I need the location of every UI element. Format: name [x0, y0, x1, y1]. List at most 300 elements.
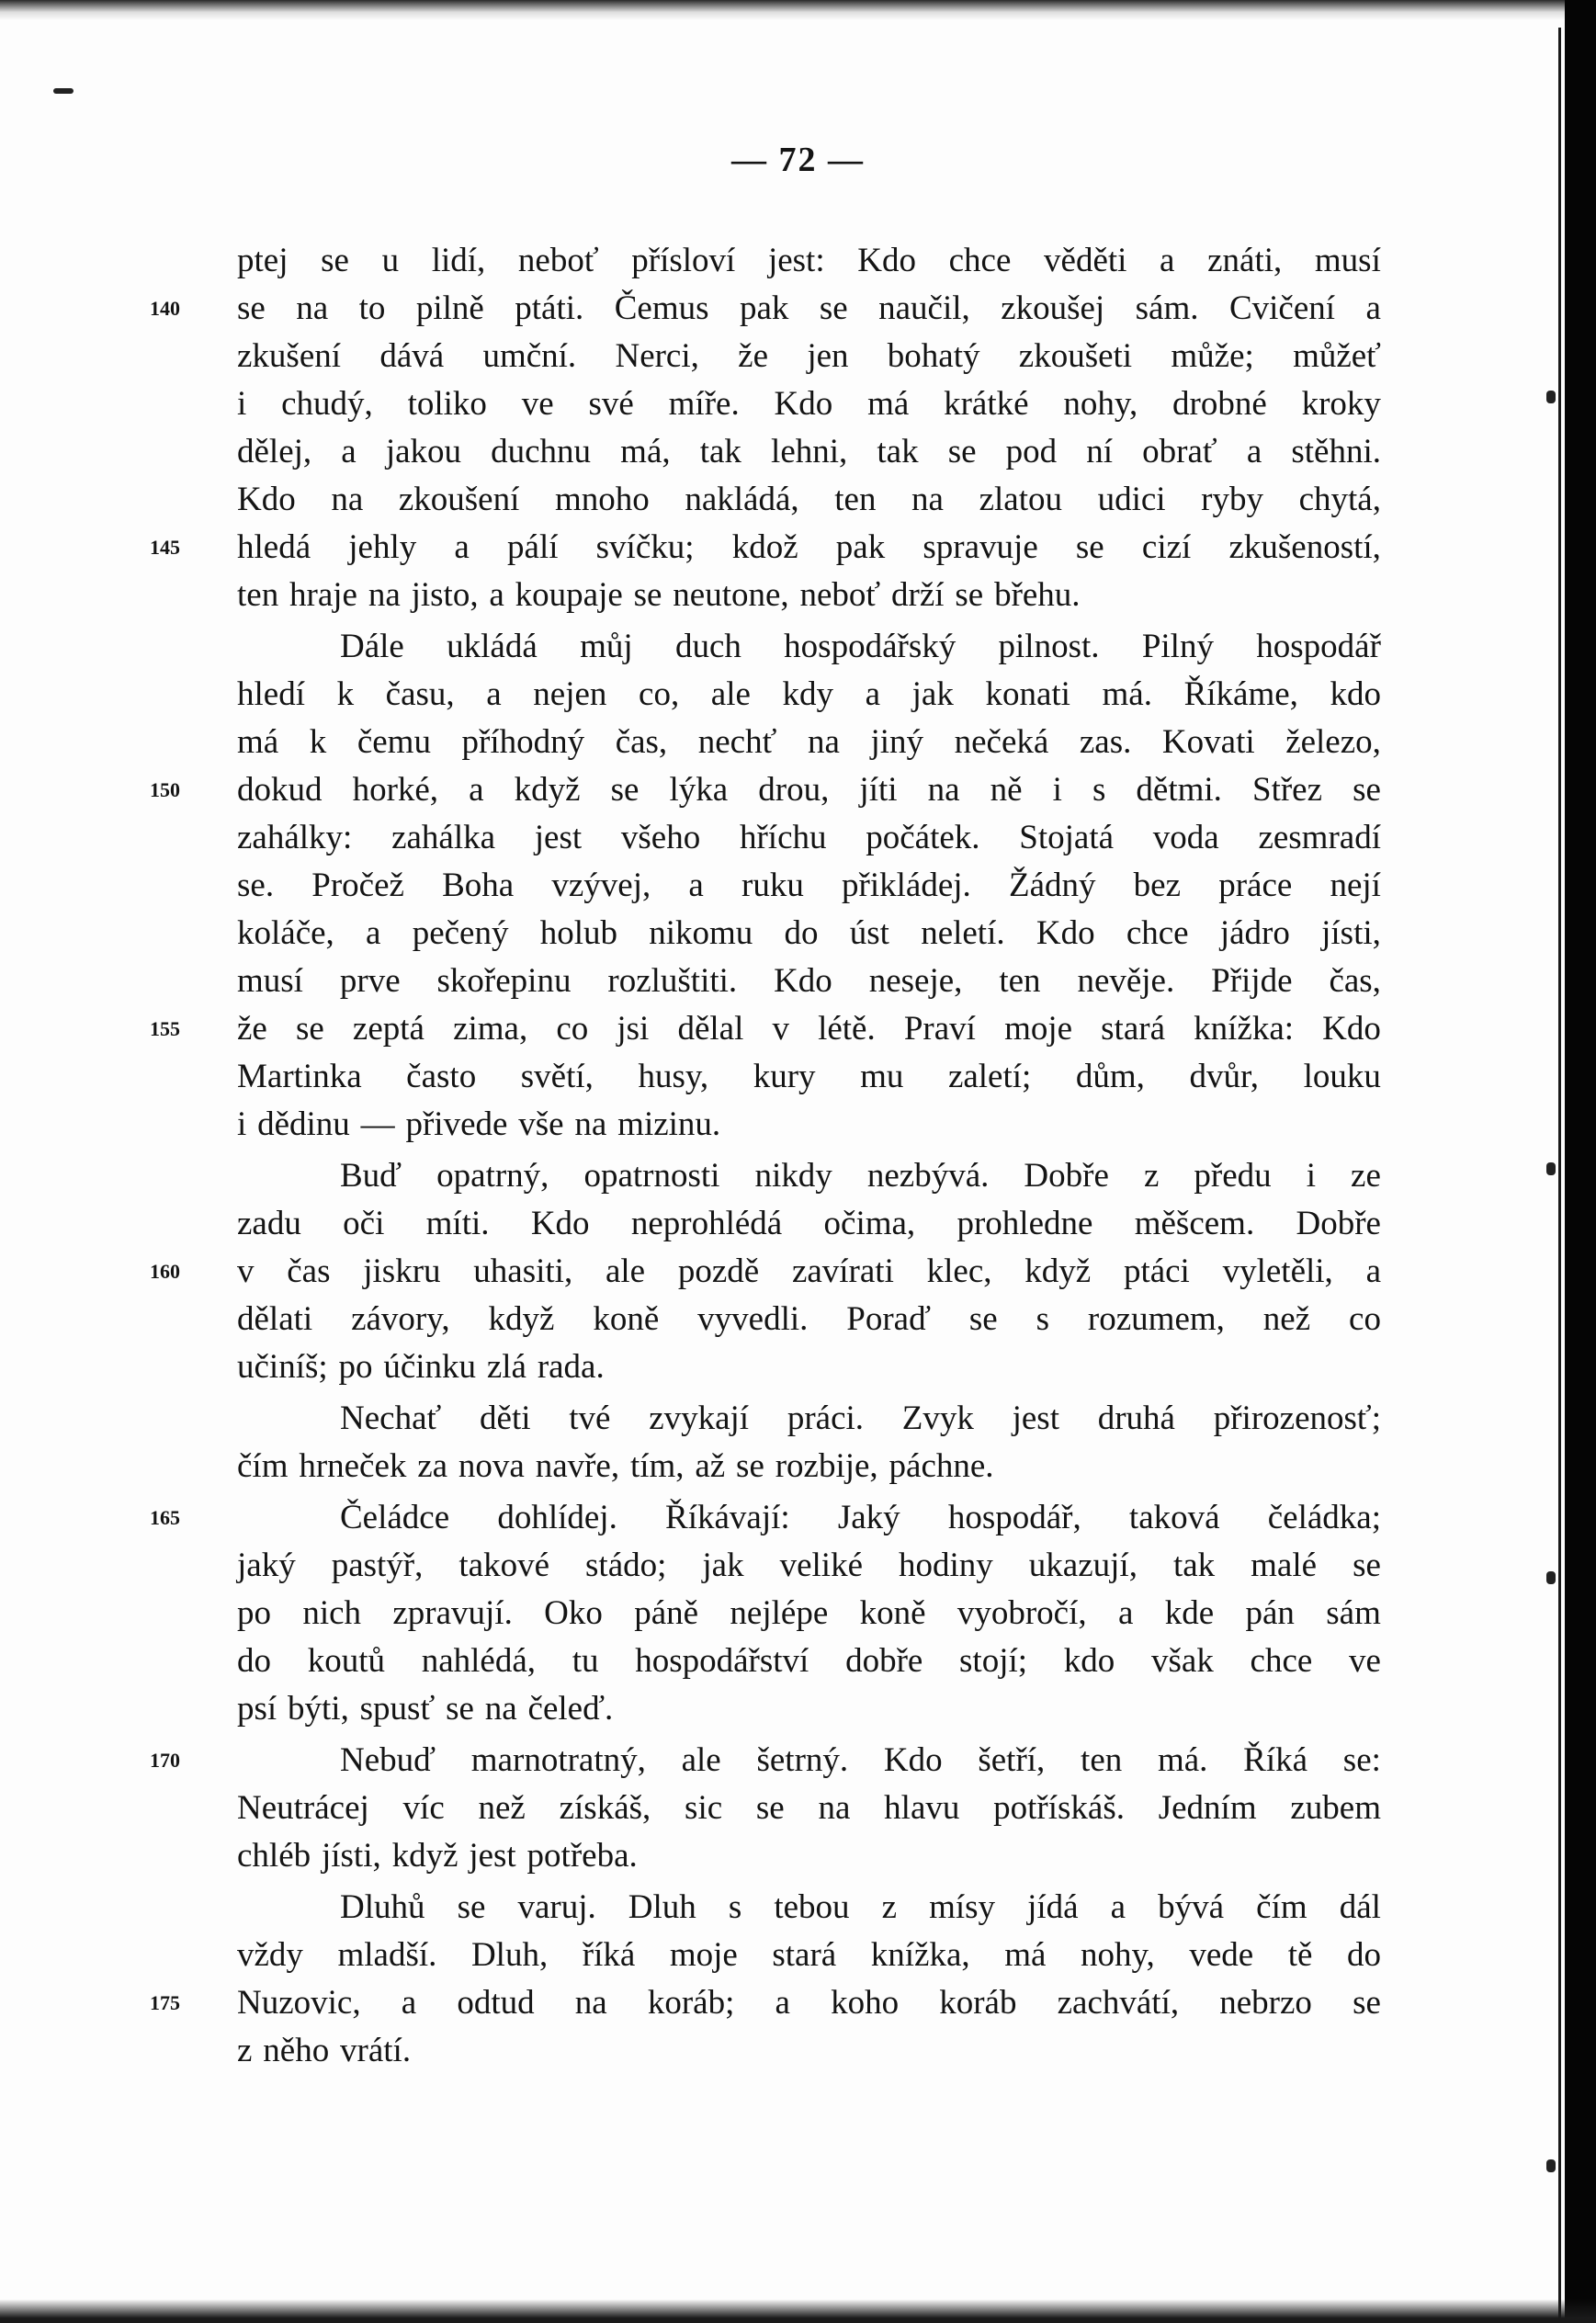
- word: tě: [1287, 1936, 1313, 1974]
- word: nevěje.: [1077, 962, 1175, 1000]
- word: často: [406, 1058, 477, 1095]
- word: na: [296, 289, 329, 327]
- text-line: [150, 1248, 1381, 1296]
- word: koráb;: [647, 1984, 735, 2022]
- word: Jaký: [837, 1499, 900, 1536]
- word: Dluhů: [340, 1888, 425, 1926]
- word: ale: [710, 675, 751, 713]
- word: stará: [772, 1936, 837, 1974]
- text-line: [237, 1932, 1381, 1979]
- word: koráb: [939, 1984, 1017, 2022]
- word: vyobročí,: [956, 1594, 1087, 1632]
- word: koupaje: [515, 576, 623, 614]
- right-rule-line: [1558, 28, 1561, 2323]
- word: pilně: [415, 289, 484, 327]
- scan-speck: [53, 88, 74, 94]
- text-line: [237, 333, 1381, 380]
- word: pečený: [412, 914, 509, 952]
- word: se: [755, 1789, 785, 1827]
- word: ze: [1351, 1157, 1381, 1195]
- word: jiskru: [363, 1252, 441, 1290]
- word: do: [237, 1642, 271, 1680]
- word: holub: [539, 914, 617, 952]
- word: úst: [849, 914, 889, 952]
- text-line: [237, 1443, 1381, 1490]
- word: pastýř,: [331, 1547, 424, 1584]
- word: jest: [469, 1837, 516, 1875]
- word: kury: [753, 1058, 816, 1095]
- word: má,: [620, 433, 671, 470]
- word: než: [478, 1789, 526, 1827]
- word: jísti,: [321, 1837, 381, 1875]
- word: zubem: [1290, 1789, 1381, 1827]
- word: k: [309, 723, 327, 761]
- word: vyvedli.: [697, 1300, 809, 1338]
- word: tím,: [629, 1447, 685, 1485]
- word: má: [1004, 1936, 1047, 1974]
- word: neboť: [799, 576, 881, 614]
- word: Stojatá: [1019, 819, 1115, 856]
- word: jen: [807, 337, 849, 375]
- word: pozdě: [677, 1252, 760, 1290]
- word: prve: [339, 962, 401, 1000]
- word: jádro: [1219, 914, 1290, 952]
- word: psí: [237, 1690, 277, 1728]
- line-number: 150: [150, 778, 180, 801]
- word: Nechať: [340, 1399, 442, 1437]
- word: nezbývá.: [866, 1157, 990, 1195]
- word: ptej: [237, 242, 289, 279]
- word: navře,: [535, 1447, 620, 1485]
- text-line: [150, 1979, 1381, 2027]
- word: Buď: [340, 1157, 402, 1195]
- word: zavírati: [791, 1252, 894, 1290]
- word: toliko: [407, 385, 487, 423]
- word: Žádný: [1008, 867, 1096, 904]
- text-line: [237, 1637, 1381, 1685]
- word: nova: [458, 1447, 525, 1485]
- word: obrať: [1142, 433, 1217, 470]
- word: ten: [237, 576, 279, 614]
- word: k: [336, 675, 355, 713]
- word: létě.: [818, 1010, 876, 1048]
- line-number: 170: [150, 1749, 180, 1772]
- word: Kdo: [774, 385, 833, 423]
- text-line: [237, 814, 1381, 862]
- word: Kdo: [530, 1205, 590, 1242]
- word: lidí,: [431, 242, 486, 279]
- text-line: [237, 1785, 1381, 1832]
- word: chytá,: [1298, 481, 1381, 518]
- word: přísloví: [631, 242, 736, 279]
- word: co,: [639, 675, 680, 713]
- word: se: [446, 1690, 474, 1728]
- text-line: [150, 766, 1381, 814]
- word: šetří,: [978, 1741, 1046, 1779]
- word: ní: [1086, 433, 1114, 470]
- word: a: [486, 675, 502, 713]
- word: naučil,: [878, 289, 970, 327]
- word: se: [1353, 1984, 1381, 2022]
- word: na: [818, 1789, 851, 1827]
- word: a: [1365, 1252, 1381, 1290]
- word: bývá: [1158, 1888, 1225, 1926]
- word: ukládá: [447, 628, 538, 665]
- word: knížka,: [870, 1936, 970, 1974]
- word: prohledne: [956, 1205, 1093, 1242]
- word: práce: [1218, 867, 1293, 904]
- word: taková: [1128, 1499, 1220, 1536]
- word: po: [237, 1594, 271, 1632]
- word: tvé: [569, 1399, 611, 1437]
- word: páchne.: [889, 1447, 994, 1485]
- word: Martinka: [237, 1058, 362, 1095]
- word: můj: [580, 628, 633, 665]
- word: ten: [999, 962, 1041, 1000]
- word: nečeká: [954, 723, 1049, 761]
- word: Nerci,: [615, 337, 699, 375]
- word: Boha: [442, 867, 515, 904]
- word: Čeládce: [340, 1499, 450, 1536]
- word: rozumem,: [1087, 1300, 1225, 1338]
- word: svíčku;: [595, 528, 695, 566]
- word: husy,: [638, 1058, 709, 1095]
- word: na: [368, 576, 401, 614]
- word: takové: [458, 1547, 550, 1584]
- word: hospodář: [1256, 628, 1381, 665]
- word: musí: [1314, 242, 1381, 279]
- word: zachvátí,: [1057, 1984, 1180, 2022]
- text-line: [237, 1590, 1381, 1637]
- word: ve: [521, 385, 554, 423]
- word: než: [1262, 1300, 1311, 1338]
- word: hraje: [289, 576, 357, 614]
- word: zvykají: [649, 1399, 750, 1437]
- word: —: [360, 1105, 395, 1143]
- word: čím: [237, 1447, 289, 1485]
- word: to: [358, 289, 386, 327]
- word: a: [1246, 433, 1262, 470]
- word: jisto,: [411, 576, 479, 614]
- word: zadu: [237, 1205, 301, 1242]
- text-line: [237, 380, 1381, 428]
- word: rozluštiti.: [607, 962, 738, 1000]
- word: louku: [1303, 1058, 1381, 1095]
- word: čím: [1256, 1888, 1307, 1926]
- word: spravuje: [923, 528, 1038, 566]
- word: tak: [699, 433, 741, 470]
- word: Kovati: [1161, 723, 1255, 761]
- text-line: [237, 572, 1381, 619]
- word: dál: [1339, 1888, 1381, 1926]
- word: hospodář,: [947, 1499, 1081, 1536]
- word: moje: [1004, 1010, 1073, 1048]
- word: Čemus: [614, 289, 709, 327]
- word: nakládá,: [685, 481, 799, 518]
- word: vzývej,: [551, 867, 651, 904]
- word: když: [514, 771, 581, 809]
- word: páně: [634, 1594, 699, 1632]
- word: může;: [1171, 337, 1254, 375]
- text-line: [150, 1005, 1381, 1053]
- word: jakou: [385, 433, 462, 470]
- word: na: [911, 481, 944, 518]
- word: se: [968, 1300, 998, 1338]
- word: koně: [859, 1594, 926, 1632]
- text-line: [237, 476, 1381, 524]
- word: mu: [860, 1058, 904, 1095]
- word: koutů: [307, 1642, 385, 1680]
- word: Zvyk: [901, 1399, 974, 1437]
- word: Kdo: [1322, 1010, 1381, 1048]
- word: pálí: [507, 528, 559, 566]
- body-text: [150, 237, 1381, 2075]
- word: pak: [835, 528, 886, 566]
- word: děti: [480, 1399, 531, 1437]
- word: chudý,: [281, 385, 373, 423]
- word: dvůr,: [1189, 1058, 1260, 1095]
- word: jest:: [767, 242, 825, 279]
- word: šetrný.: [756, 1741, 849, 1779]
- word: Dobře: [1296, 1205, 1381, 1242]
- word: příhodný: [461, 723, 585, 761]
- word: zeptá: [352, 1010, 424, 1048]
- word: když: [488, 1300, 555, 1338]
- word: s: [728, 1888, 742, 1926]
- word: chce: [1250, 1642, 1313, 1680]
- word: se: [1353, 1547, 1381, 1584]
- word: dělej,: [237, 433, 312, 470]
- word: má: [867, 385, 910, 423]
- word: vyletěli,: [1222, 1252, 1333, 1290]
- word: ptáci: [1123, 1252, 1190, 1290]
- word: vede: [1189, 1936, 1254, 1974]
- text-line: [237, 910, 1381, 958]
- word: něho: [263, 2032, 330, 2069]
- word: nejlépe: [730, 1594, 829, 1632]
- word: neboť: [517, 242, 599, 279]
- word: ptáti.: [515, 289, 584, 327]
- word: Říkáme,: [1183, 675, 1298, 713]
- word: měšcem.: [1134, 1205, 1255, 1242]
- word: Říká: [1243, 1741, 1308, 1779]
- text-line: [237, 428, 1381, 476]
- word: v: [772, 1010, 789, 1048]
- word: ruku: [741, 867, 804, 904]
- word: stojí;: [959, 1642, 1028, 1680]
- word: zahálka: [391, 819, 496, 856]
- word: u: [381, 242, 400, 279]
- word: čeládka;: [1267, 1499, 1381, 1536]
- word: býti,: [288, 1690, 349, 1728]
- word: přikládej.: [842, 867, 971, 904]
- word: neprohlédá: [630, 1205, 783, 1242]
- word: nejen: [533, 675, 607, 713]
- word: konati: [985, 675, 1070, 713]
- word: Kdo: [774, 962, 832, 1000]
- word: nohy,: [1080, 1936, 1155, 1974]
- word: pilnost.: [998, 628, 1100, 665]
- word: za: [417, 1447, 448, 1485]
- word: kde: [1164, 1594, 1215, 1632]
- word: čas,: [1329, 962, 1381, 1000]
- word: mnoho: [554, 481, 650, 518]
- word: a: [1365, 289, 1381, 327]
- text-line: [237, 671, 1381, 719]
- word: pán: [1245, 1594, 1295, 1632]
- top-scan-edge: [0, 0, 1596, 20]
- word: bohatý: [887, 337, 980, 375]
- scan-speck: [1546, 1162, 1556, 1175]
- word: míti.: [425, 1205, 490, 1242]
- word: dědinu: [257, 1105, 350, 1143]
- word: ten: [834, 481, 877, 518]
- word: když: [391, 1837, 458, 1875]
- word: se: [295, 1010, 324, 1048]
- word: nebrzo: [1219, 1984, 1312, 2022]
- word: do: [1347, 1936, 1381, 1974]
- word: mizinu.: [617, 1105, 721, 1143]
- word: Říkávají:: [665, 1499, 790, 1536]
- word: až: [695, 1447, 726, 1485]
- word: na: [574, 1105, 607, 1143]
- word: se: [1353, 771, 1381, 809]
- word: účinku: [383, 1348, 477, 1386]
- word: čeleď.: [527, 1690, 614, 1728]
- word: a: [366, 914, 381, 952]
- word: jaký: [237, 1547, 296, 1584]
- word: můžeť: [1293, 337, 1381, 375]
- word: zas.: [1079, 723, 1132, 761]
- word: hrneček: [299, 1447, 407, 1485]
- text-line: [237, 2027, 1381, 2075]
- word: kdo: [1330, 675, 1381, 713]
- word: Cvičení: [1228, 289, 1336, 327]
- line-number: 160: [150, 1260, 180, 1283]
- word: na: [574, 1984, 607, 2022]
- word: zahálky:: [237, 819, 353, 856]
- word: potřeba.: [526, 1837, 638, 1875]
- word: musí: [237, 962, 303, 1000]
- word: nohy,: [1063, 385, 1138, 423]
- word: hospodářství: [635, 1642, 809, 1680]
- word: nikomu: [649, 914, 753, 952]
- line-number: 155: [150, 1017, 180, 1040]
- word: i: [237, 1105, 247, 1143]
- text-line: [237, 1685, 1381, 1733]
- word: zesmradí: [1258, 819, 1381, 856]
- word: práci.: [787, 1399, 865, 1437]
- word: ryby: [1201, 481, 1263, 518]
- word: nahlédá,: [421, 1642, 537, 1680]
- paragraph-first-line: [237, 1884, 1381, 1932]
- line-number: 175: [150, 1991, 180, 2014]
- word: z: [1143, 1157, 1160, 1195]
- word: skořepinu: [436, 962, 572, 1000]
- word: na: [331, 481, 364, 518]
- word: znáti,: [1207, 242, 1283, 279]
- word: mísy: [929, 1888, 996, 1926]
- word: závory,: [351, 1300, 450, 1338]
- word: malé: [1251, 1547, 1318, 1584]
- word: Dluh: [628, 1888, 696, 1926]
- word: má.: [1102, 675, 1152, 713]
- word: s: [1092, 771, 1106, 809]
- text-line: [150, 524, 1381, 572]
- word: moje: [669, 1936, 738, 1974]
- word: zkušeností,: [1228, 528, 1381, 566]
- word: dělati: [237, 1300, 313, 1338]
- word: v: [237, 1252, 255, 1290]
- word: se: [1075, 528, 1104, 566]
- word: Neutrácej: [237, 1789, 369, 1827]
- word: že: [237, 1010, 267, 1048]
- word: se: [321, 242, 349, 279]
- word: Pilný: [1141, 628, 1214, 665]
- word: duchnu: [491, 433, 592, 470]
- word: ve: [1349, 1642, 1381, 1680]
- word: ně: [990, 771, 1023, 809]
- line-number: 140: [150, 297, 180, 320]
- word: udici: [1097, 481, 1166, 518]
- word: sám: [1326, 1594, 1381, 1632]
- word: Kdo: [1036, 914, 1095, 952]
- word: Přijde: [1211, 962, 1293, 1000]
- word: horké,: [352, 771, 439, 809]
- word: se: [237, 289, 266, 327]
- word: ale: [681, 1741, 721, 1779]
- word: po: [338, 1348, 373, 1386]
- text-line: [150, 285, 1381, 333]
- word: zkoušeti: [1018, 337, 1133, 375]
- word: Jedním: [1158, 1789, 1257, 1827]
- text-line: [237, 719, 1381, 766]
- word: tak: [1172, 1547, 1216, 1584]
- word: kdo: [1063, 1642, 1115, 1680]
- word: hříchu: [739, 819, 827, 856]
- word: vše: [518, 1105, 564, 1143]
- word: opatrný,: [436, 1157, 549, 1195]
- word: z: [237, 2032, 253, 2069]
- word: se: [955, 576, 984, 614]
- word: uhasiti,: [473, 1252, 573, 1290]
- word: hospodářský: [784, 628, 956, 665]
- word: se: [736, 1447, 764, 1485]
- word: a: [865, 675, 881, 713]
- word: čemu: [357, 723, 431, 761]
- right-scan-border: [1565, 0, 1596, 2323]
- word: se: [947, 433, 977, 470]
- word: Nuzovic,: [237, 1984, 361, 2022]
- bottom-scan-edge: [0, 2299, 1596, 2323]
- word: tu: [572, 1642, 599, 1680]
- word: neutone,: [673, 576, 789, 614]
- word: všeho: [620, 819, 701, 856]
- word: své: [588, 385, 634, 423]
- word: kroky: [1301, 385, 1381, 423]
- word: Kdo: [883, 1741, 943, 1779]
- word: jísti,: [1321, 914, 1381, 952]
- word: kdož: [731, 528, 798, 566]
- word: koně: [593, 1300, 660, 1338]
- text-line: [237, 1101, 1381, 1149]
- word: hlavu: [884, 1789, 960, 1827]
- word: zkoušení: [398, 481, 520, 518]
- word: dokud: [237, 771, 323, 809]
- word: Střez: [1252, 771, 1323, 809]
- word: břehu.: [994, 576, 1081, 614]
- word: má: [237, 723, 279, 761]
